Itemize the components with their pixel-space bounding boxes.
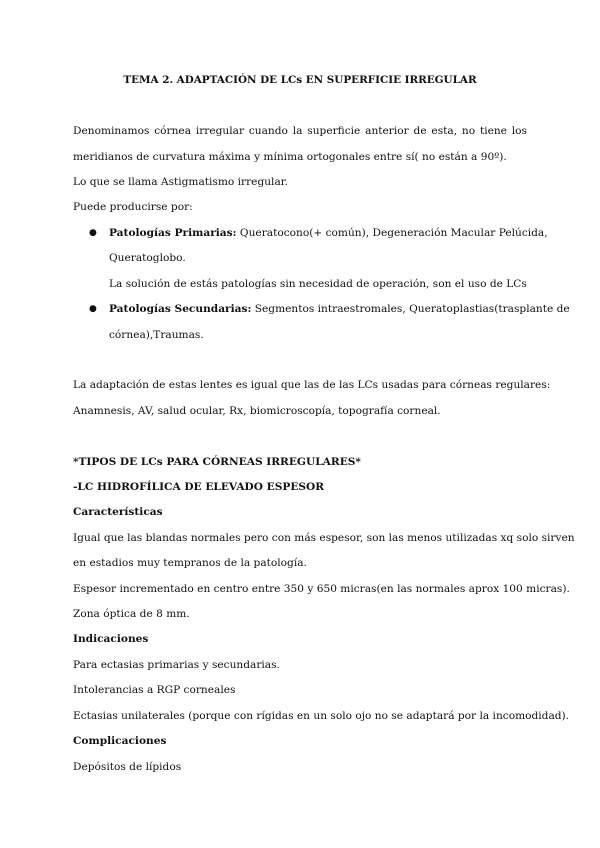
bullet-secondary-line-2: córnea),Traumas. (109, 329, 204, 341)
bullet-primary-text: Queratocono(+ común), Degeneración Macular Pelúcida, (236, 227, 548, 239)
bullet-primary-line-2: Queratoglobo. (109, 252, 186, 264)
adaptation-line-1: La adaptación de estas lentes es igual que las de las LCs usadas para córneas regulares: (73, 379, 551, 391)
complications-line-1: Depósitos de lípidos (73, 761, 182, 773)
indications-line-2: Intolerancias a RGP corneales (73, 684, 236, 696)
bullet-primary-line-1 (109, 226, 548, 240)
characteristics-line-2: en estadios muy tempranos de la patología. (73, 557, 307, 569)
page-title: TEMA 2. ADAPTACIÓN DE LCs EN SUPERFICIE IRREGULAR (123, 74, 477, 86)
characteristics-line-4: Zona óptica de 8 mm. (73, 608, 190, 620)
indications-heading: Indicaciones (73, 633, 149, 645)
adaptation-line-2: Anamnesis, AV, salud ocular, Rx, biomicroscopía, topografía corneal. (73, 405, 441, 417)
characteristics-line-3: Espesor incrementado en centro entre 350 y 650 micras(en las normales aprox 100 micras). (73, 583, 570, 595)
bullet-secondary-icon: ● (89, 304, 97, 314)
indications-line-1: Para ectasias primarias y secundarias. (73, 659, 280, 671)
bullet-secondary-label: Patologías Secundarias: (109, 303, 252, 315)
complications-heading: Complicaciones (73, 735, 167, 747)
characteristics-heading: Características (73, 506, 163, 518)
indications-line-3: Ectasias unilaterales (porque con rígidas en un solo ojo no se adaptará por la incomodidad). (73, 710, 570, 722)
intro-line-4: Puede producirse por: (73, 201, 193, 213)
characteristics-line-1: Igual que las blandas normales pero con más espesor, son las menos utilizadas xq solo sirven (73, 532, 575, 544)
intro-line-3: Lo que se llama Astigmatismo irregular. (73, 176, 289, 188)
lc-heading: -LC HIDROFÍLICA DE ELEVADO ESPESOR (73, 481, 325, 493)
bullet-secondary-text: Segmentos intraestromales, Queratoplastias(trasplante de (251, 303, 570, 315)
intro-line-1: Denominamos córnea irregular cuando la superficie anterior de esta, no tiene los (73, 125, 527, 137)
types-heading: *TIPOS DE LCs PARA CÓRNEAS IRREGULARES* (73, 456, 361, 468)
bullet-primary-line-3: La solución de estás patologías sin necesidad de operación, son el uso de LCs (109, 278, 527, 290)
intro-line-2: meridianos de curvatura máxima y mínima ortogonales entre sí( no están a 90º). (73, 151, 507, 163)
bullet-primary-label: Patologías Primarias: (109, 227, 237, 239)
bullet-secondary-line-1 (109, 302, 570, 316)
bullet-primary-icon: ● (89, 228, 97, 238)
